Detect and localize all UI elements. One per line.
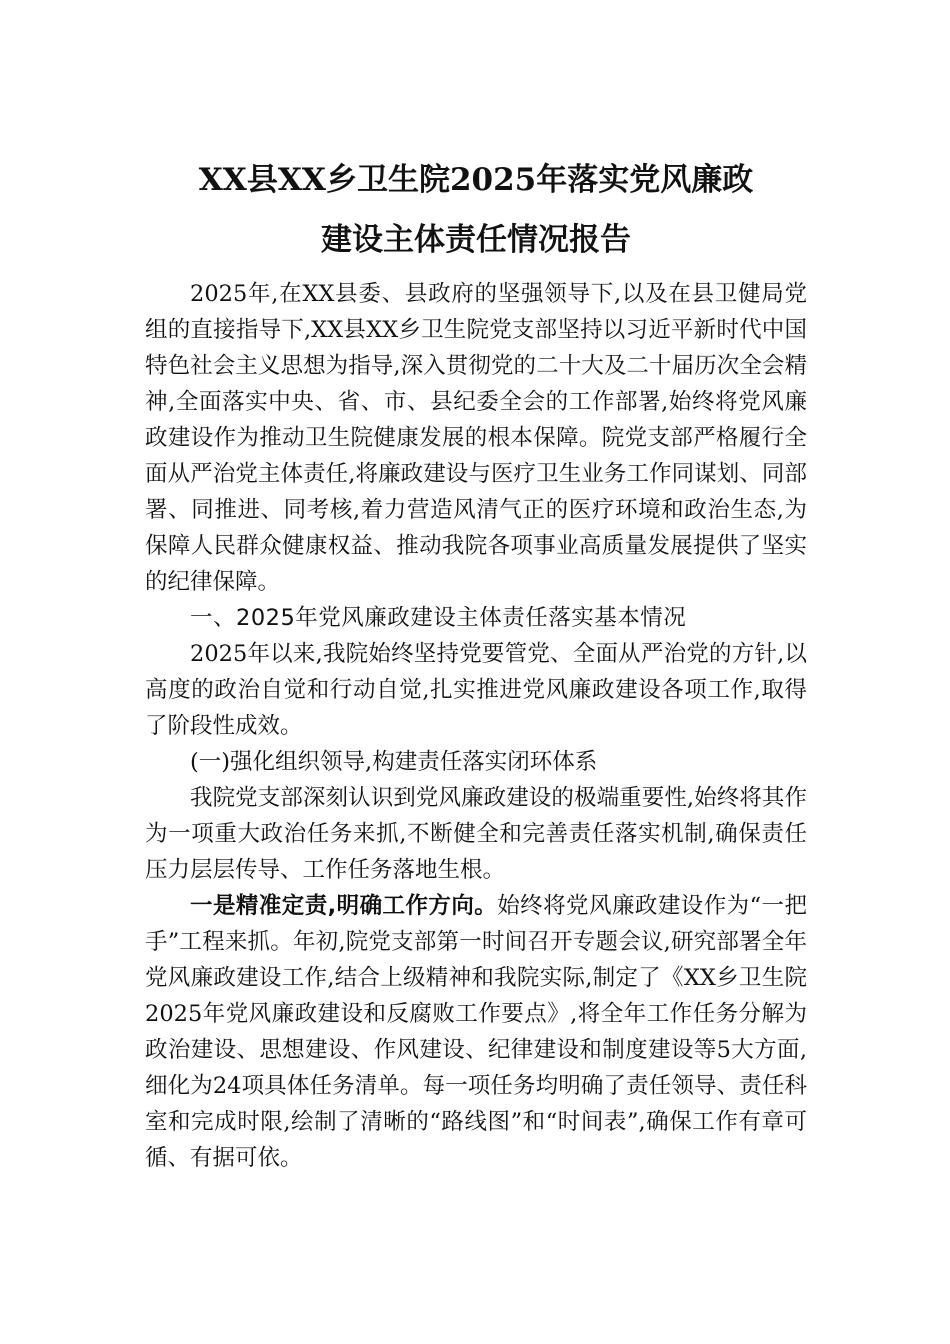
point-1-paragraph [145,888,807,1176]
title-line-2: 建设主体责任情况报告 [321,222,631,258]
section-1-paragraph: 2025年以来,我院始终坚持党要管党、全面从严治党的方针,以高度的政治自觉和行动自觉,扎实推进党风廉政建设各项工作,取得了阶段性成效。 [145,641,807,739]
section-heading-1: 一、2025年党风廉政建设主体责任落实基本情况 [190,605,687,631]
document-page [145,150,807,1176]
subsection-1-paragraph: 我院党支部深刻认识到党风廉政建设的极端重要性,始终将其作为一项重大政治任务来抓,不断健全和完善责任落实机制,确保责任压力层层传导、工作任务落地生根。 [145,785,807,883]
point-1-body: 始终将党风廉政建设作为“一把手”工程来抓。年初,院党支部第一时间召开专题会议,研究部署全年党风廉政建设工作,结合上级精神和我院实际,制定了《XX乡卫生院2025年党风廉政建设和反腐败工作要点》,将全年工作任务分解为政治建设、思想建设、作风建设、纪律建设和制度建设等5大方面,细化为24项具体任务清单。每一项任务均明确了责任领导、责任科室和完成时限,绘制了清晰的“路线图”和“时间表”,确保工作有章可循、有据可依。 [145,893,807,1171]
intro-paragraph: 2025年,在XX县委、县政府的坚强领导下,以及在县卫健局党组的直接指导下,XX县XX乡卫生院党支部坚持以习近平新时代中国特色社会主义思想为指导,深入贯彻党的二十大及二十届历次全会精神,全面落实中央、省、市、县纪委全会的工作部署,始终将党风廉政建设作为推动卫生院健康发展的根本保障。院党支部严格履行全面从严治党主体责任,将廉政建设与医疗卫生业务工作同谋划、同部署、同推进、同考核,着力营造风清气正的医疗环境和政治生态,为保障人民群众健康权益、推动我院各项事业高质量发展提供了坚实的纪律保障。 [145,281,807,595]
title-line-1: XX县XX乡卫生院2025年落实党风廉政 [198,162,754,198]
subsection-heading-1: (一)强化组织领导,构建责任落实闭环体系 [190,749,598,775]
document-title [145,150,807,270]
point-1-lead: 一是精准定责,明确工作方向。 [190,893,498,919]
